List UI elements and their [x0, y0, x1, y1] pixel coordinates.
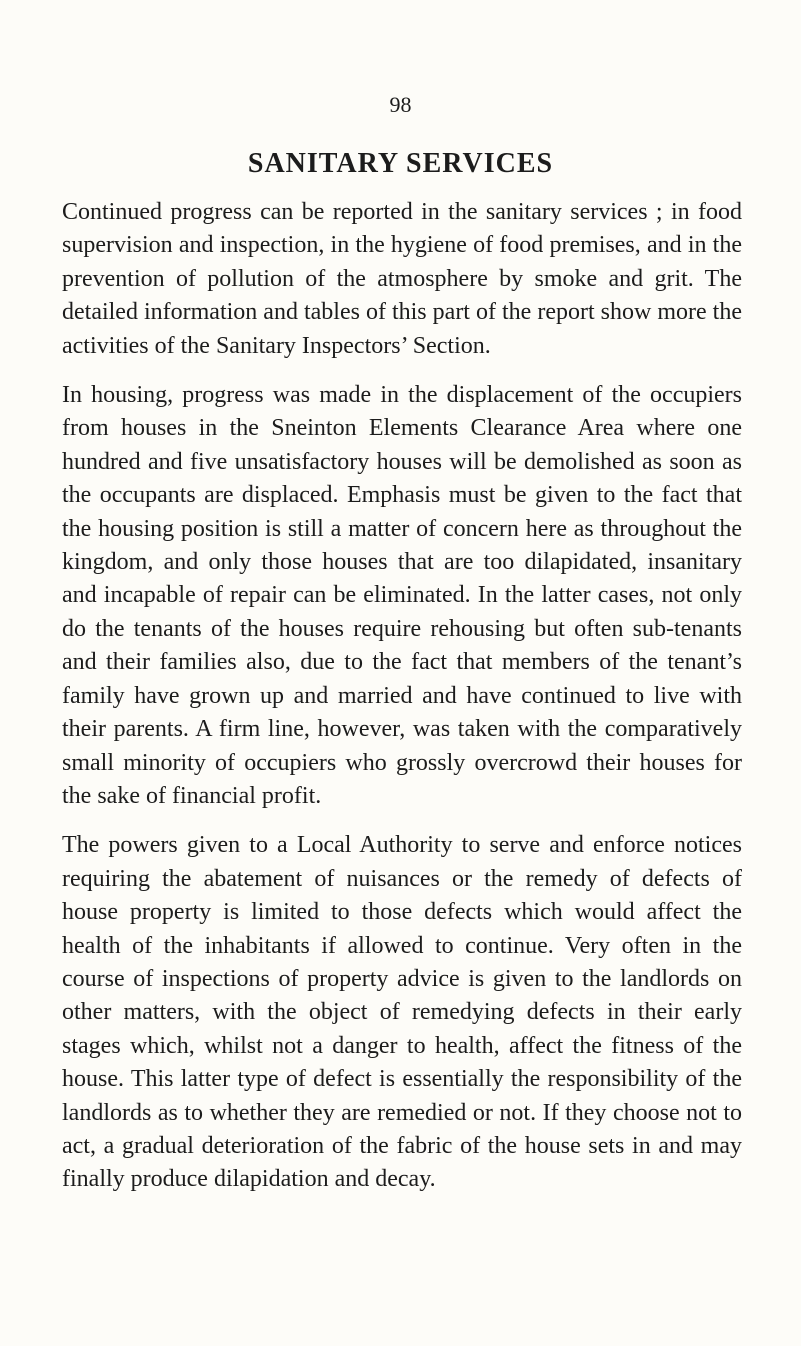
paragraph-sanitary-progress: Continued progress can be reported in the sanitary services ; in food supervision and inspection, in the hygiene of food premises, and in the prevention of pollution of the atmosphere by smoke and grit. The detailed information and tables of this part of the report show more the activities of the Sanitary Inspectors’ Section. — [62, 199, 742, 359]
paragraph-housing: In housing, progress was made in the displacement of the occupiers from houses in the Sneinton Elements Clearance Area where one hundred and five unsatisfactory houses will be demolished as soon as the occupants are displaced. Emphasis must be given to the fact that the housing position is still a matter of concern here as throughout the kingdom, and only those houses that are too dilapidated, insanitary and incapable of repair can be eliminated. In the latter cases, not only do the tenants of the houses require rehousing but often sub-tenants and their families also, due to the fact that members of the tenant’s family have grown up and married and have continued to live with their parents. A firm line, however, was taken with the comparatively small minority of occupiers who grossly overcrowd their houses for the sake of financial profit. — [62, 382, 742, 809]
page-number: 98 — [389, 92, 412, 117]
section-title: SANITARY SERVICES — [247, 148, 554, 179]
body-text — [62, 196, 742, 1213]
paragraph-local-authority-powers: The powers given to a Local Authority to serve and enforce notices requiring the abatement of nuisances or the remedy of defects of house property is limited to those defects which would affect the health of the inhabitants if allowed to continue. Very often in the course of inspections of property advice is given to the landlords on other matters, with the object of remedying defects in their early stages which, whilst not a danger to health, affect the fitness of the house. This latter type of defect is essentially the responsibility of the landlords as to whether they are remedied or not. If they choose not to act, a gradual deterioration of the fabric of the house sets in and may finally produce dilapidation and decay. — [62, 832, 742, 1193]
